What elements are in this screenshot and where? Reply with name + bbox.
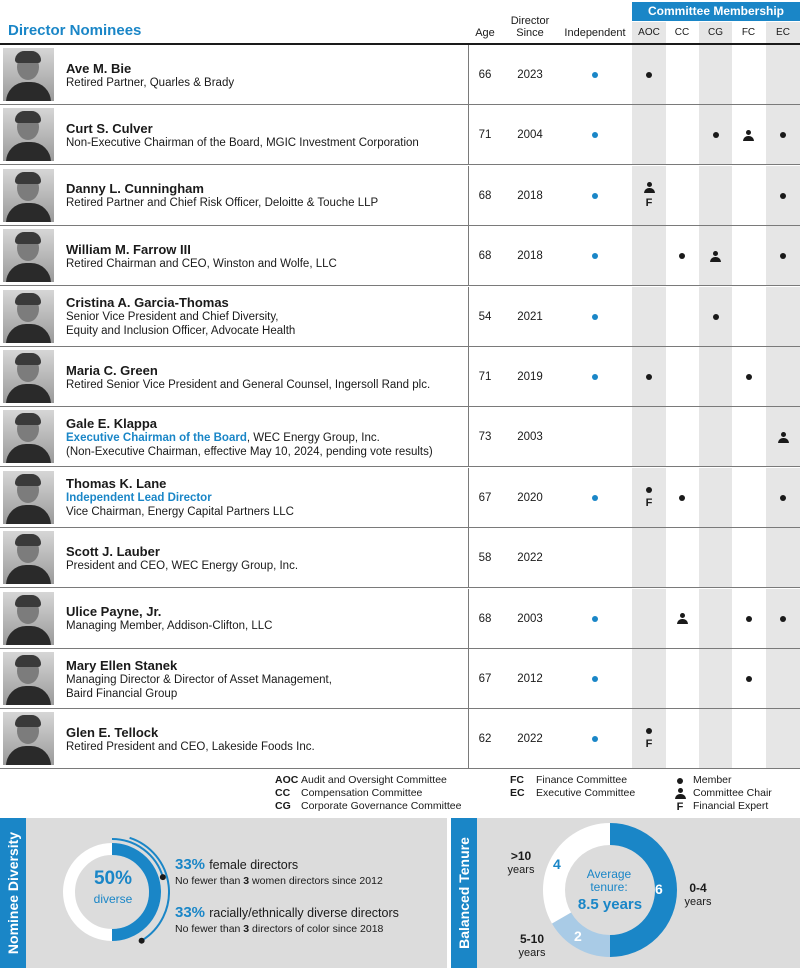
director-name: Curt S. Culver — [66, 120, 153, 136]
director-title: Non-Executive Chairman of the Board, MGIC Investment Corporation — [66, 136, 419, 149]
chair-icon — [778, 432, 789, 443]
committee-shade-aoc — [632, 226, 666, 285]
table-header — [0, 0, 800, 44]
director-role: Executive Chairman of the Board — [66, 431, 247, 444]
director-since: 2021 — [517, 310, 543, 323]
director-info — [66, 166, 464, 226]
independent-dot — [592, 736, 598, 742]
member-dot — [679, 253, 685, 259]
committee-shade-cg — [699, 649, 732, 708]
independent-dot — [592, 193, 598, 199]
independent-cell — [558, 709, 632, 769]
racial-pointer-dot — [139, 938, 145, 944]
director-row — [0, 468, 800, 528]
director-age: 71 — [478, 129, 492, 142]
committee-ec-cell — [766, 226, 800, 286]
independent-dot — [592, 314, 598, 320]
summary-panels — [0, 818, 800, 968]
member-dot — [646, 374, 652, 380]
member-dot — [780, 495, 786, 501]
director-title: Equity and Inclusion Officer, Advocate Health — [66, 325, 296, 338]
committee-shade-aoc — [632, 589, 666, 648]
committee-shade-ec — [766, 649, 800, 708]
committee-shade-aoc — [632, 528, 666, 587]
tenure-seg-count-2: 4 — [553, 856, 561, 872]
director-row — [0, 105, 800, 165]
director-since: 2003 — [517, 612, 543, 625]
director-since: 2022 — [517, 733, 543, 746]
committee-col-cg: CG — [699, 22, 732, 43]
director-name: Cristina A. Garcia-Thomas — [66, 295, 229, 311]
committee-shade-aoc — [632, 287, 666, 346]
tenure-seg-count-1: 2 — [574, 928, 582, 944]
director-row — [0, 709, 800, 769]
director-photo — [3, 169, 54, 222]
director-info — [66, 407, 464, 467]
director-name: Danny L. Cunningham — [66, 181, 204, 197]
independent-dot — [592, 616, 598, 622]
director-age: 71 — [478, 371, 492, 383]
diversity-title-bar: Nominee Diversity — [0, 818, 26, 968]
female-note: No fewer than 3 women directors since 2012 — [175, 875, 383, 887]
director-age: 54 — [478, 310, 492, 323]
director-age: 67 — [478, 673, 492, 685]
committee-shade-ec — [766, 709, 800, 768]
legend-ec: EC Executive Committee — [510, 787, 636, 799]
legend-member: Member — [693, 774, 732, 786]
director-row — [0, 589, 800, 649]
director-row — [0, 528, 800, 588]
director-photo — [3, 350, 54, 403]
independent-cell — [558, 287, 632, 347]
member-dot — [780, 132, 786, 138]
independent-dot — [592, 495, 598, 501]
director-info — [66, 528, 464, 588]
member-dot — [679, 495, 685, 501]
independent-cell — [558, 347, 632, 407]
legend-fc: FC Finance Committee — [510, 774, 628, 786]
director-title: Managing Director & Director of Asset Management, — [66, 673, 332, 686]
independent-cell — [558, 45, 632, 105]
committee-shade-aoc — [632, 407, 666, 466]
committee-shade-cg — [699, 589, 732, 648]
tenure-title-bar: Balanced Tenure — [451, 818, 477, 968]
committee-shade-cg — [699, 407, 732, 466]
legend-aoc: AOC Audit and Oversight Committee — [275, 774, 447, 786]
committee-cg-cell — [699, 226, 732, 286]
independent-dot — [592, 132, 598, 138]
director-info — [66, 347, 464, 407]
chair-icon — [743, 130, 754, 141]
independent-dot — [592, 72, 598, 78]
director-info — [66, 468, 464, 528]
member-dot — [713, 132, 719, 138]
director-age: 68 — [478, 250, 492, 263]
member-dot — [780, 193, 786, 199]
committee-shade-aoc — [632, 649, 666, 708]
director-title: Baird Financial Group — [66, 687, 178, 700]
director-name: Ave M. Bie — [66, 60, 132, 76]
female-stat: 33% female directors — [175, 856, 299, 873]
chair-symbol — [674, 787, 686, 800]
committee-cc-cell — [666, 468, 698, 528]
financial-expert-mark: F — [645, 738, 653, 751]
director-name: Maria C. Green — [66, 362, 158, 378]
member-dot — [646, 72, 652, 78]
member-dot — [746, 676, 752, 682]
director-name: Gale E. Klappa — [66, 415, 158, 431]
committee-shade-cg — [699, 347, 732, 406]
committee-cg-cell — [699, 287, 732, 347]
director-name: Glen E. Tellock — [66, 724, 159, 740]
director-role-line — [66, 491, 464, 505]
director-title: Retired Partner and Chief Risk Officer, Deloitte & Touche LLP — [66, 197, 379, 210]
director-title: Retired Senior Vice President and General Counsel, Ingersoll Rand plc. — [66, 378, 431, 391]
director-photo — [3, 592, 54, 645]
committee-shade-ec — [766, 45, 800, 104]
diversity-center-pct: 50% — [93, 868, 133, 889]
director-row — [0, 407, 800, 467]
member-dot — [646, 728, 652, 734]
director-since: 2018 — [517, 189, 543, 202]
committee-ec-cell — [766, 166, 800, 226]
director-since-header: Director Since — [510, 15, 550, 39]
committee-shade-ec — [766, 347, 800, 406]
committee-cg-cell — [699, 105, 732, 165]
committee-fc-cell — [732, 589, 765, 649]
member-dot — [746, 616, 752, 622]
director-title: (Non-Executive Chairman, effective May 10, 2024, pending vote results) — [66, 445, 433, 458]
committee-shade-cg — [699, 709, 732, 768]
director-since: 2003 — [517, 431, 543, 444]
chair-icon — [710, 251, 721, 262]
financial-expert-mark: F — [645, 496, 653, 509]
director-photo — [3, 471, 54, 524]
independent-cell — [558, 649, 632, 709]
independent-cell — [558, 528, 632, 588]
director-title: Retired Chairman and CEO, Winston and Wolfe, LLC — [66, 257, 337, 270]
director-since: 2023 — [517, 69, 543, 81]
director-row — [0, 166, 800, 226]
director-since: 2020 — [517, 491, 543, 504]
member-dot — [713, 314, 719, 320]
director-photo — [3, 652, 54, 705]
director-photo — [3, 290, 54, 343]
director-since: 2018 — [517, 250, 543, 263]
legend-cg: CG Corporate Governance Committee — [275, 800, 462, 812]
director-name: Mary Ellen Stanek — [66, 657, 178, 673]
director-age: 62 — [478, 733, 492, 746]
independent-cell — [558, 226, 632, 286]
legend — [0, 770, 800, 818]
director-name: Scott J. Lauber — [66, 543, 160, 559]
committee-col-ec: EC — [766, 22, 800, 43]
member-dot — [780, 616, 786, 622]
committee-ec-cell — [766, 105, 800, 165]
committee-shade-cg — [699, 468, 732, 527]
committee-shade-cg — [699, 166, 732, 225]
member-symbol — [674, 774, 686, 787]
committee-cc-cell — [666, 226, 698, 286]
committee-membership-header: Committee Membership — [632, 2, 800, 21]
independent-dot — [592, 253, 598, 259]
director-age: 58 — [478, 552, 492, 565]
committee-shade-ec — [766, 287, 800, 346]
table-title: Director Nominees — [8, 22, 142, 39]
committee-aoc-cell — [632, 468, 666, 528]
director-info — [66, 105, 464, 165]
committee-aoc-cell — [632, 166, 666, 226]
director-since: 2022 — [517, 552, 543, 565]
committee-col-cc: CC — [674, 27, 690, 38]
independent-header: Independent — [564, 27, 626, 39]
committee-fc-cell — [732, 649, 765, 709]
tenure-label-0-4: 0-4 years — [684, 881, 712, 908]
tenure-center: Average tenure: — [586, 867, 632, 894]
director-since: 2012 — [517, 673, 543, 685]
director-role-line: Executive Chairman of the Board, WEC Energy Group, Inc. — [66, 431, 380, 444]
committee-ec-cell — [766, 468, 800, 528]
independent-dot — [592, 374, 598, 380]
legend-cc: CC Compensation Committee — [275, 787, 423, 799]
director-info — [66, 589, 464, 649]
member-dot — [780, 253, 786, 259]
director-title: Senior Vice President and Chief Diversity, — [66, 311, 279, 324]
independent-cell — [558, 407, 632, 467]
director-name: Ulice Payne, Jr. — [66, 604, 162, 620]
tenure-label-over-10: >10 years — [507, 849, 535, 876]
director-name: William M. Farrow III — [66, 241, 191, 257]
director-row — [0, 347, 800, 407]
committee-aoc-cell — [632, 45, 666, 105]
director-info — [66, 649, 464, 709]
director-photo — [3, 531, 54, 584]
chair-icon — [677, 613, 688, 624]
committee-col-aoc: AOC — [632, 22, 666, 43]
committee-shade-ec — [766, 528, 800, 587]
committee-ec-cell — [766, 407, 800, 467]
director-photo — [3, 712, 54, 765]
racial-note: No fewer than 3 directors of color since 2018 — [175, 923, 384, 935]
director-age: 68 — [478, 612, 492, 625]
director-age: 66 — [478, 69, 492, 81]
director-age: 68 — [478, 189, 492, 202]
director-row — [0, 287, 800, 347]
director-photo — [3, 48, 54, 101]
director-title: Managing Member, Addison-Clifton, LLC — [66, 620, 273, 633]
committee-fc-cell — [732, 105, 765, 165]
director-photo — [3, 410, 54, 463]
director-title: President and CEO, WEC Energy Group, Inc. — [66, 559, 299, 572]
committee-shade-cg — [699, 45, 732, 104]
director-age: 73 — [478, 431, 492, 444]
director-since: 2004 — [517, 129, 543, 142]
tenure-segment-1 — [562, 918, 611, 946]
director-photo — [3, 229, 54, 282]
committee-aoc-cell — [632, 709, 666, 769]
independent-dot — [592, 676, 598, 682]
female-pointer-dot — [160, 874, 166, 880]
independent-cell — [558, 468, 632, 528]
director-title: Retired Partner, Quarles & Brady — [66, 76, 235, 89]
member-dot — [746, 374, 752, 380]
expert-symbol: F — [676, 801, 684, 813]
director-since: 2019 — [517, 371, 543, 383]
committee-cc-cell — [666, 589, 698, 649]
director-info — [66, 226, 464, 286]
independent-cell — [558, 105, 632, 165]
racial-stat: 33% racially/ethnically diverse directors — [175, 904, 399, 921]
director-info — [66, 287, 464, 347]
committee-shade-cg — [699, 528, 732, 587]
director-row — [0, 649, 800, 709]
director-row — [0, 226, 800, 286]
committee-aoc-cell — [632, 347, 666, 407]
director-row — [0, 45, 800, 105]
independent-cell — [558, 166, 632, 226]
independent-cell — [558, 589, 632, 649]
member-dot — [646, 487, 652, 493]
director-title: Retired President and CEO, Lakeside Foods Inc. — [66, 740, 315, 753]
committee-col-fc: FC — [741, 27, 756, 38]
director-info — [66, 45, 464, 105]
director-name: Thomas K. Lane — [66, 476, 167, 492]
director-title: Vice Chairman, Energy Capital Partners LLC — [66, 506, 294, 519]
legend-expert: Financial Expert — [693, 800, 769, 812]
tenure-seg-count-0: 6 — [655, 881, 663, 897]
director-role: Independent Lead Director — [66, 492, 212, 505]
director-age: 67 — [478, 491, 492, 504]
director-photo — [3, 108, 54, 161]
chair-icon — [644, 182, 655, 193]
committee-ec-cell — [766, 589, 800, 649]
legend-chair: Committee Chair — [693, 787, 772, 799]
committee-fc-cell — [732, 347, 765, 407]
age-header: Age — [475, 27, 495, 39]
diversity-center-label: diverse — [93, 892, 133, 906]
tenure-center-value: 8.5 years — [577, 896, 643, 913]
committee-shade-aoc — [632, 105, 666, 164]
director-info — [66, 709, 464, 769]
tenure-label-5-10: 5-10 years — [518, 932, 546, 959]
financial-expert-mark: F — [645, 197, 653, 210]
